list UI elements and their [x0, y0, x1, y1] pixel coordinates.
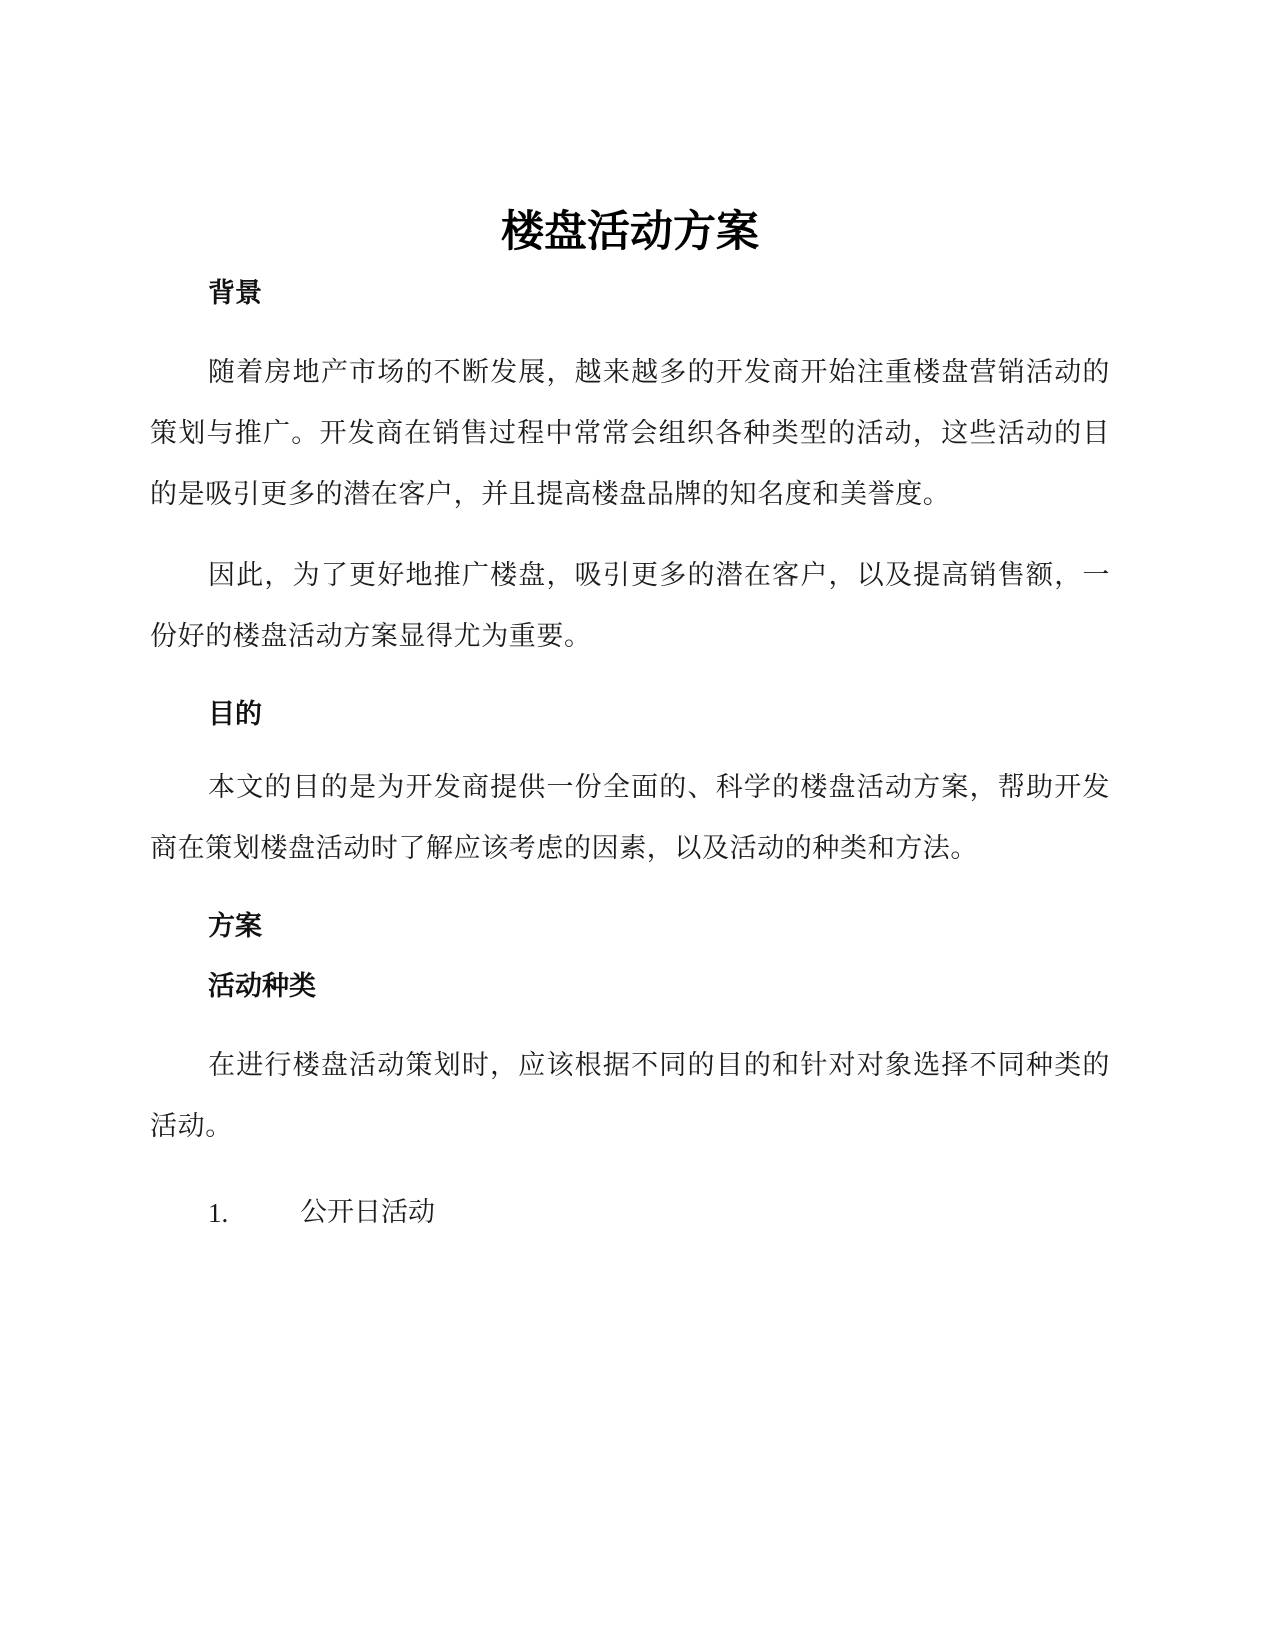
paragraph: 在进行楼盘活动策划时，应该根据不同的目的和针对对象选择不同种类的活动。 [150, 1050, 1110, 1142]
paragraph: 本文的目的是为开发商提供一份全面的、科学的楼盘活动方案，帮助开发商在策划楼盘活动时了解应该考虑的因素，以及活动的种类和方法。 [150, 772, 1110, 864]
document-body [150, 205, 1110, 1233]
list-item-number: 1. [208, 1198, 229, 1228]
subsection-heading-activity-types: 活动种类 [208, 971, 316, 1002]
section-heading-plan: 方案 [208, 911, 262, 942]
section-heading-purpose: 目的 [208, 699, 262, 730]
paragraph: 因此，为了更好地推广楼盘，吸引更多的潜在客户，以及提高销售额，一份好的楼盘活动方案显得尤为重要。 [150, 560, 1110, 652]
list-item [150, 1193, 1110, 1233]
section-heading-background: 背景 [208, 278, 262, 309]
list-item-text: 公开日活动 [300, 1197, 435, 1228]
document-title: 楼盘活动方案 [501, 207, 759, 257]
paragraph: 随着房地产市场的不断发展，越来越多的开发商开始注重楼盘营销活动的策划与推广。开发商在销售过程中常常会组织各种类型的活动，这些活动的目的是吸引更多的潜在客户，并且提高楼盘品牌的知名度和美誉度。 [150, 357, 1110, 510]
